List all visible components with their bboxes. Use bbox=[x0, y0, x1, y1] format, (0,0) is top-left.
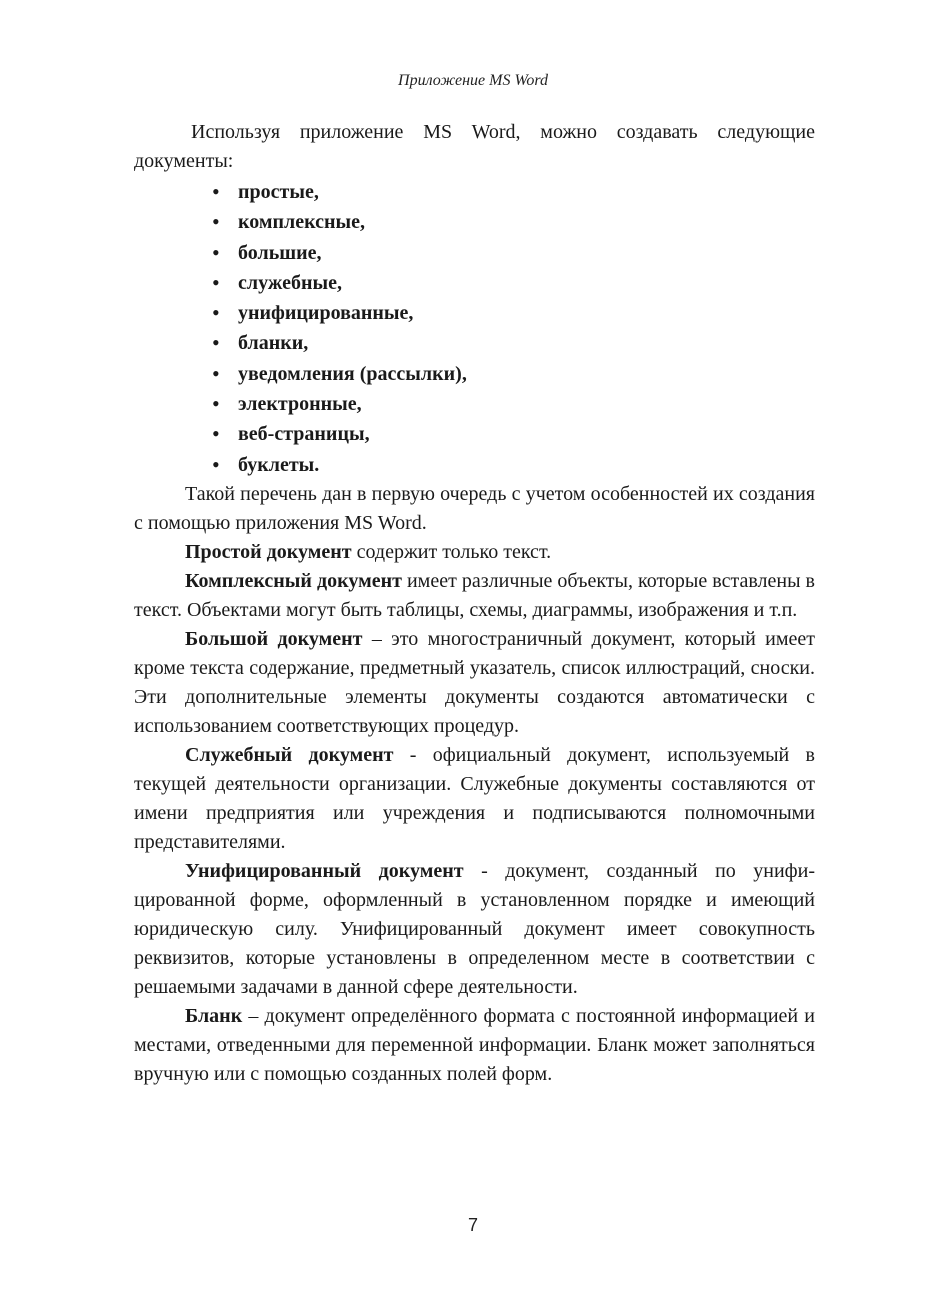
list-item: • комплексные, bbox=[212, 207, 815, 237]
paragraph-list-note bbox=[134, 480, 815, 538]
paragraph-blank-form bbox=[134, 1002, 815, 1089]
paragraph-simple-document bbox=[134, 538, 815, 567]
paragraph-text: - официальный документ, используемый в текущей деятельности организации. Служебные документы составляются от имени предприятия или учреждения и подписываются полномочными представителями. bbox=[134, 743, 815, 853]
paragraph-unified-document bbox=[134, 857, 815, 1002]
term-unified-document: Унифицированный документ bbox=[185, 859, 464, 882]
paragraph-text: Такой перечень дан в первую очередь с учетом особенностей их создания с помощью приложения MS Word. bbox=[134, 482, 815, 534]
page-body bbox=[134, 118, 815, 1089]
list-item: • служебные, bbox=[212, 268, 815, 298]
document-types-list bbox=[134, 177, 815, 480]
list-item: • электронные, bbox=[212, 389, 815, 419]
list-item: • бланки, bbox=[212, 328, 815, 358]
paragraph-text: - документ, созданный по унифицированной форме, оформленный в установленном порядке и имеющий юридическую силу. Унифицированный документ имеет совокупность реквизитов, которые установлены в определенном месте в соответствии с решаемыми задачами в данной сфере деятельности. bbox=[134, 859, 816, 998]
list-item: • буклеты. bbox=[212, 450, 815, 480]
list-item: • уведомления (рассылки), bbox=[212, 359, 815, 389]
paragraph-large-document bbox=[134, 625, 815, 741]
paragraph-text: имеет различные объекты, которые вставлены в текст. Объектами могут быть таблицы, схемы, диаграммы, изображения и т.п. bbox=[134, 569, 815, 621]
paragraph-text: содержит только текст. bbox=[351, 540, 552, 563]
running-header: Приложение MS Word bbox=[398, 72, 548, 89]
term-complex-document: Комплексный документ bbox=[185, 569, 402, 592]
page-number: 7 bbox=[467, 1215, 478, 1235]
term-large-document: Большой документ bbox=[185, 627, 363, 650]
paragraph-complex-document bbox=[134, 567, 815, 625]
list-item: • веб-страницы, bbox=[212, 419, 815, 449]
list-item: • унифицированные, bbox=[212, 298, 815, 328]
paragraph-text: – это многостраничный документ, который имеет кроме текста содержание, предметный указатель, список иллюстраций, сноски. Эти дополнительные элементы документы создаются автоматически с использованием соответствующих процедур. bbox=[134, 627, 815, 737]
paragraph-official-document bbox=[134, 741, 815, 857]
term-blank-form: Бланк bbox=[185, 1004, 243, 1027]
term-official-document: Служебный документ bbox=[185, 743, 394, 766]
list-item: • простые, bbox=[212, 177, 815, 207]
paragraph-text: – документ определённого формата с постоянной информацией и местами, отведенными для переменной информации. Бланк может заполняться вручную или с помощью созданных полей форм. bbox=[134, 1004, 815, 1085]
list-item: • большие, bbox=[212, 238, 815, 268]
term-simple-document: Простой документ bbox=[185, 540, 352, 563]
intro-paragraph: Используя приложение MS Word, можно создавать следующие документы: bbox=[134, 121, 815, 172]
